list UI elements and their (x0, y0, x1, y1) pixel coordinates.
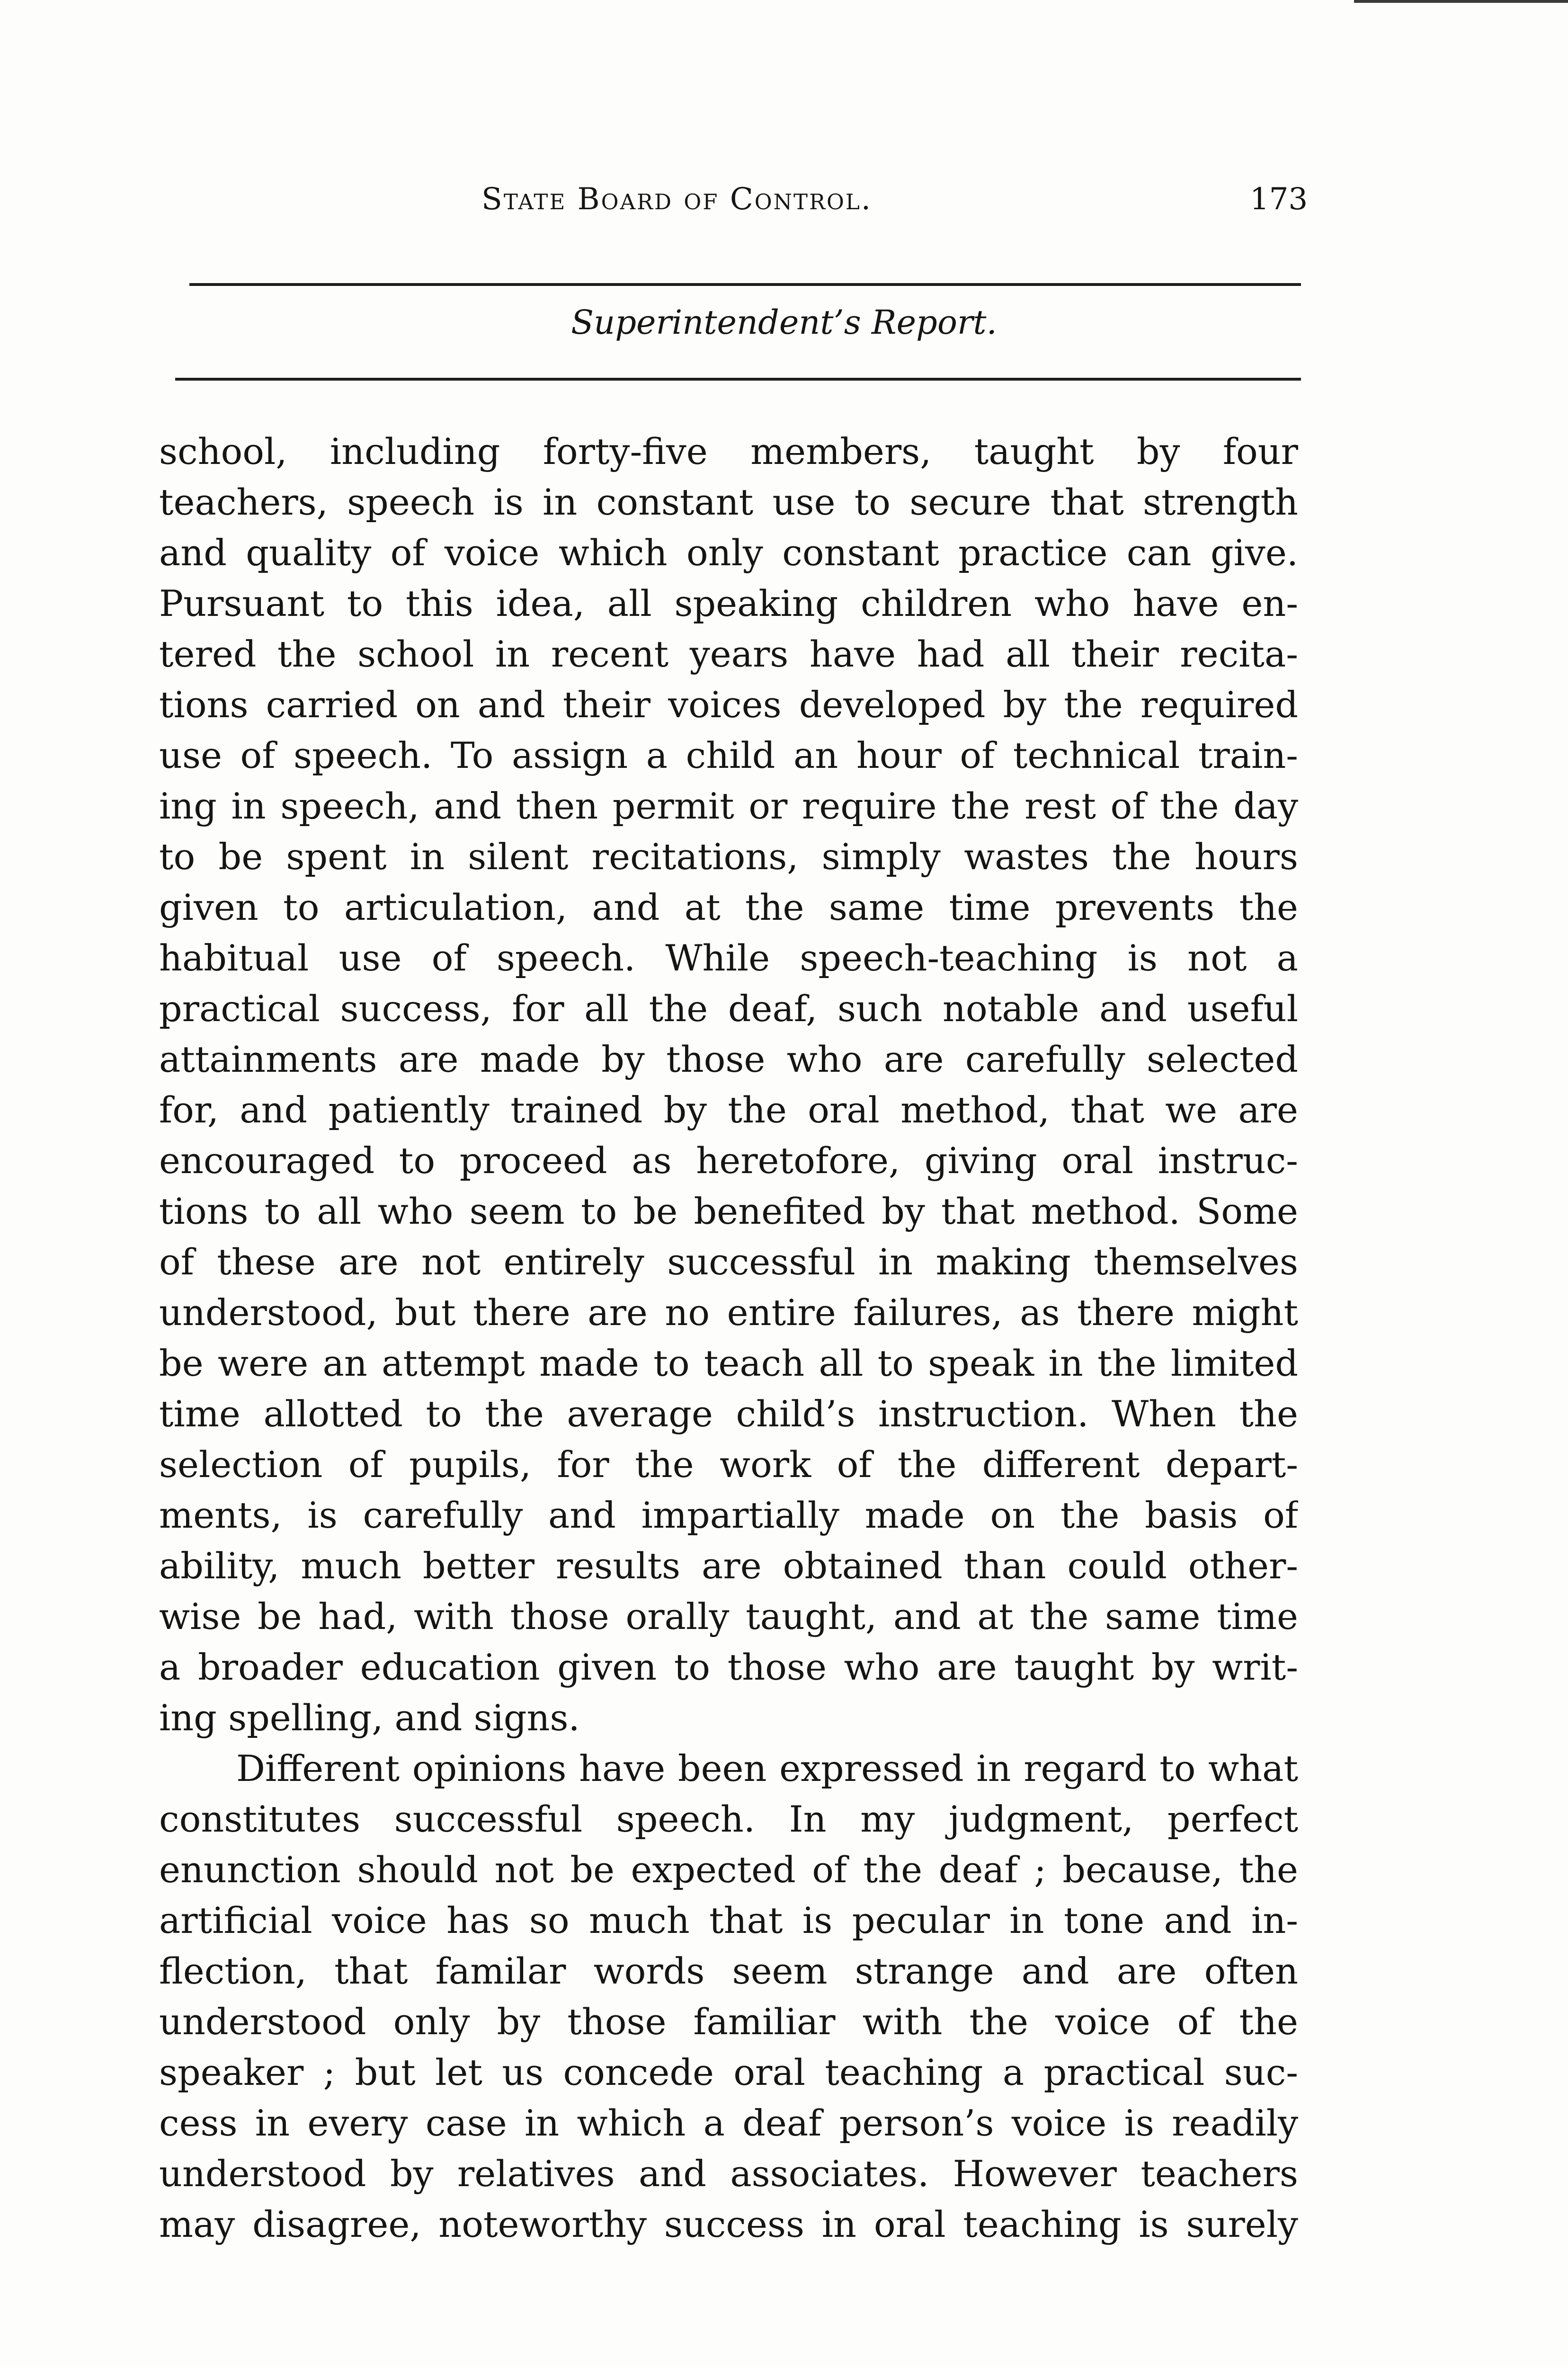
text-line: teachers, speech is in constant use to secure that strength (159, 481, 1298, 523)
text-line: wise be had, with those orally taught, and at the same time (159, 1595, 1298, 1637)
text-line: ing in speech, and then permit or require the rest of the day (159, 785, 1298, 827)
text-line: time allotted to the average child’s instruction. When the (159, 1393, 1298, 1435)
text-line: practical success, for all the deaf, such notable and useful (159, 988, 1298, 1030)
text-line: encouraged to proceed as heretofore, giving oral instruc- (159, 1139, 1298, 1182)
text-line: tions to all who seem to be benefited by that method. Some (159, 1190, 1298, 1232)
text-line: of these are not entirely successful in making themselves (159, 1241, 1298, 1283)
text-line: ments, is carefully and impartially made on the basis of (159, 1494, 1298, 1536)
text-line: ing spelling, and signs. (159, 1697, 580, 1739)
text-line: understood by relatives and associates. However teachers (159, 2153, 1298, 2195)
text-line: enunction should not be expected of the deaf ; because, the (159, 1849, 1298, 1891)
text-line: cess in every case in which a deaf person’s voice is readily (159, 2102, 1298, 2144)
text-line: attainments are made by those who are carefully selected (159, 1038, 1298, 1080)
text-line: artificial voice has so much that is pecular in tone and in- (159, 1899, 1298, 1941)
text-line: flection, that familar words seem strange and are often (159, 1950, 1298, 1992)
text-line: given to articulation, and at the same time prevents the (159, 886, 1298, 928)
text-line: school, including forty-five members, taught by four (159, 430, 1298, 472)
text-line: be were an attempt made to teach all to speak in the limited (159, 1342, 1298, 1384)
text-line: and quality of voice which only constant practice can give. (159, 532, 1298, 574)
scan-edge-mark (1354, 0, 1568, 3)
page-number: 173 (1250, 182, 1308, 217)
text-line: constitutes successful speech. In my judgment, perfect (159, 1798, 1298, 1840)
text-line: to be spent in silent recitations, simply wastes the hours (159, 836, 1298, 878)
text-line: use of speech. To assign a child an hour of technical train- (159, 734, 1298, 776)
text-line: Pursuant to this idea, all speaking children who have en- (159, 582, 1298, 624)
text-line: tions carried on and their voices developed by the required (159, 684, 1298, 726)
text-line: understood, but there are no entire failures, as there might (159, 1291, 1298, 1334)
body-text (159, 426, 1298, 2250)
text-line: ability, much better results are obtained than could other- (159, 1545, 1298, 1587)
text-line: tered the school in recent years have had all their recita- (159, 633, 1298, 675)
text-line: selection of pupils, for the work of the different depart- (159, 1443, 1298, 1486)
text-line: habitual use of speech. While speech-teaching is not a (159, 937, 1298, 979)
header-rule-top (189, 283, 1301, 286)
text-line: may disagree, noteworthy success in oral teaching is surely (159, 2203, 1298, 2245)
section-title: Superintendent’s Report. (571, 303, 997, 342)
paragraph-1 (159, 426, 1298, 1743)
text-line: a broader education given to those who are taught by writ- (159, 1646, 1298, 1688)
header-rule-bottom (175, 378, 1301, 381)
paragraph-2 (159, 1743, 1298, 2250)
running-title: State Board of Control. (481, 182, 873, 217)
text-line: Different opinions have been expressed in regard to what (236, 1747, 1298, 1789)
text-line: for, and patiently trained by the oral method, that we are (159, 1089, 1298, 1131)
text-line: understood only by those familiar with the voice of the (159, 2001, 1298, 2043)
text-line: speaker ; but let us concede oral teaching a practical suc- (159, 2051, 1298, 2093)
